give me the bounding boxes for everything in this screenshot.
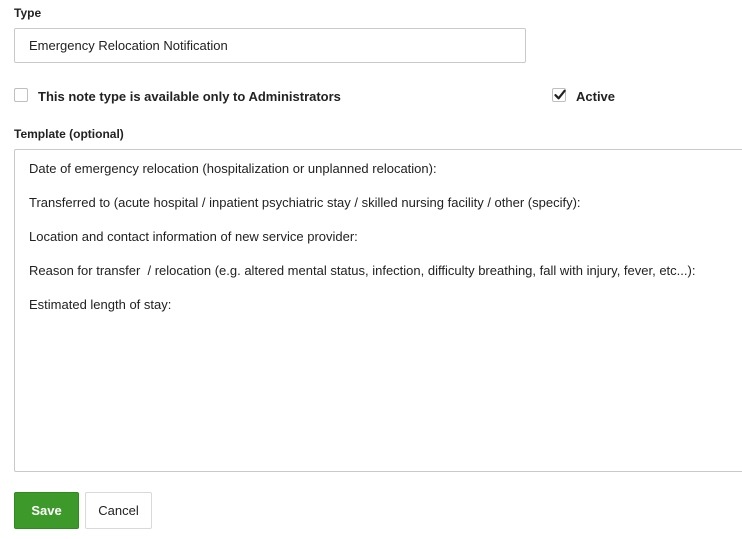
template-textarea[interactable] xyxy=(14,149,742,472)
template-label: Template (optional) xyxy=(14,127,124,141)
checkmark-icon xyxy=(554,89,566,101)
type-label: Type xyxy=(14,6,42,20)
admin-only-label: This note type is available only to Administrators xyxy=(38,89,341,104)
cancel-button[interactable]: Cancel xyxy=(85,492,152,529)
active-checkbox[interactable] xyxy=(552,88,566,102)
active-option[interactable] xyxy=(552,86,615,104)
save-button[interactable]: Save xyxy=(14,492,79,529)
admin-only-option[interactable] xyxy=(14,86,341,104)
admin-only-checkbox[interactable] xyxy=(14,88,28,102)
active-label: Active xyxy=(576,89,616,104)
type-input[interactable] xyxy=(14,28,526,63)
